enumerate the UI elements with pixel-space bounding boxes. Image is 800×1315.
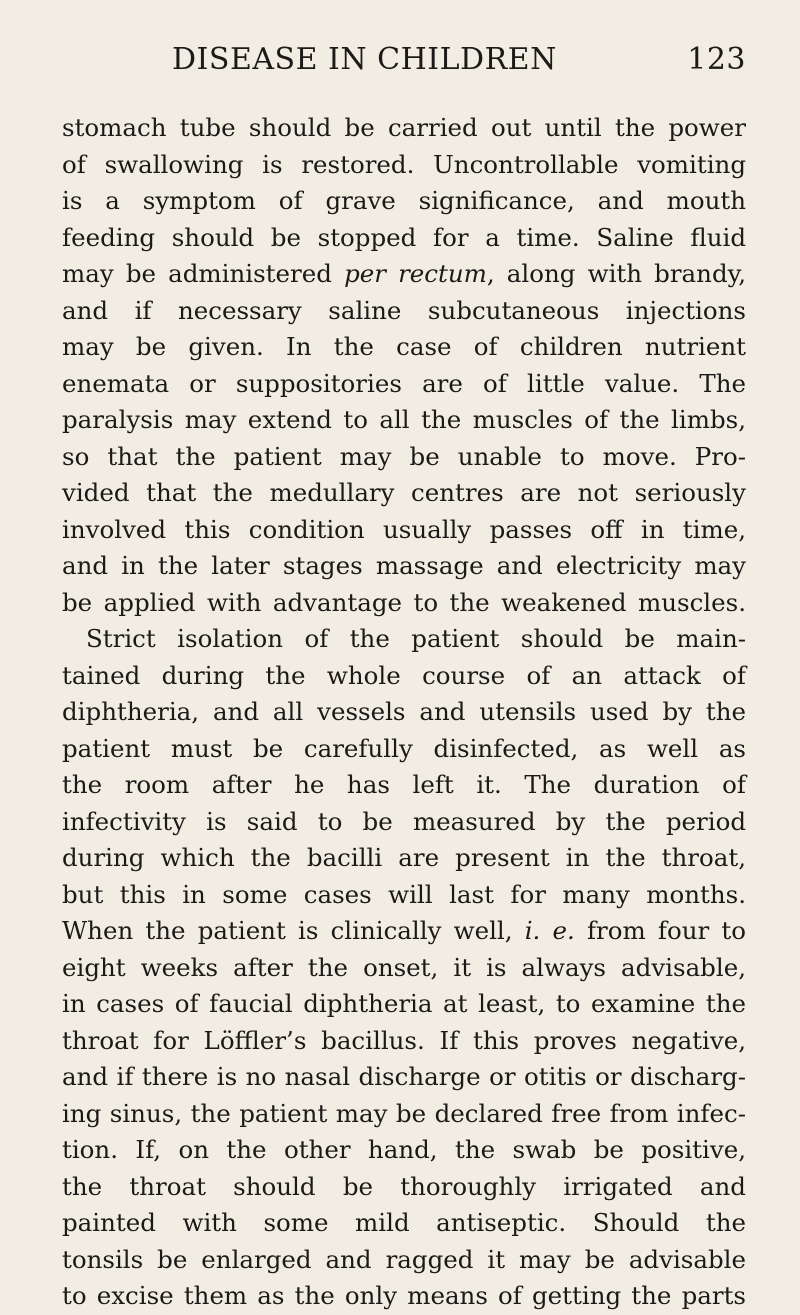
text-line: feeding should be stopped for a time. Saline fluid <box>62 222 746 252</box>
text-line: during which the bacilli are present in the throat, <box>62 843 746 872</box>
text-line: be applied with advantage to the weakened muscles. <box>62 587 746 617</box>
text-line: tained during the whole course of an attack of <box>62 660 746 690</box>
text-line: but this in some cases will last for many months. <box>62 879 746 909</box>
running-title: DISEASE IN CHILDREN <box>172 42 557 77</box>
text-line: is a symptom of grave significance, and mouth <box>62 186 746 215</box>
running-header <box>62 34 746 86</box>
page-number: 123 <box>687 42 746 77</box>
text-line: and if there is no nasal discharge or otitis or discharg- <box>62 1062 746 1091</box>
text-line: stomach tube should be carried out until the power <box>62 113 746 142</box>
text-line: the room after he has left it. The duration of <box>62 770 746 799</box>
text-line: patient must be carefully disinfected, as well as <box>62 733 746 763</box>
text-line: so that the patient may be unable to move. Pro- <box>62 441 746 471</box>
text-line: tonsils be enlarged and ragged it may be advisable <box>62 1244 746 1274</box>
text-line: eight weeks after the onset, it is always advisable, <box>62 952 746 982</box>
text-line: and if necessary saline subcutaneous injections <box>62 295 746 325</box>
text-line: diphtheria, and all vessels and utensils used by the <box>62 697 746 726</box>
text-line: tion. If, on the other hand, the swab be positive, <box>62 1135 746 1164</box>
text-line: may be given. In the case of children nutrient <box>62 332 746 361</box>
text-line: may be administered per rectum, along with brandy, <box>62 259 747 288</box>
text-line: painted with some mild antiseptic. Should the <box>62 1208 746 1237</box>
text-line: the throat should be thoroughly irrigated and <box>62 1171 746 1201</box>
text-line: enemata or suppositories are of little value. The <box>62 368 746 398</box>
text-line: in cases of faucial diphtheria at least, to examine the <box>62 989 746 1018</box>
text-line: involved this condition usually passes off in time, <box>62 514 746 544</box>
text-line: throat for Löffler’s bacillus. If this proves negative, <box>62 1025 746 1055</box>
text-line: ing sinus, the patient may be declared free from infec- <box>62 1098 746 1128</box>
text-line: When the patient is clinically well, i. e. from four to <box>62 916 747 945</box>
text-line: vided that the medullary centres are not seriously <box>62 478 746 507</box>
paragraph-first-line: Strict isolation of the patient should be main- <box>86 624 746 653</box>
text-line: infectivity is said to be measured by the period <box>62 806 746 836</box>
text-line: of swallowing is restored. Uncontrollable vomiting <box>62 149 746 179</box>
body-text <box>62 110 746 1315</box>
text-line: paralysis may extend to all the muscles of the limbs, <box>62 405 746 434</box>
text-line: and in the later stages massage and electricity may <box>62 551 746 580</box>
text-line: to excise them as the only means of getting the parts <box>62 1281 746 1310</box>
book-page <box>62 34 746 1315</box>
